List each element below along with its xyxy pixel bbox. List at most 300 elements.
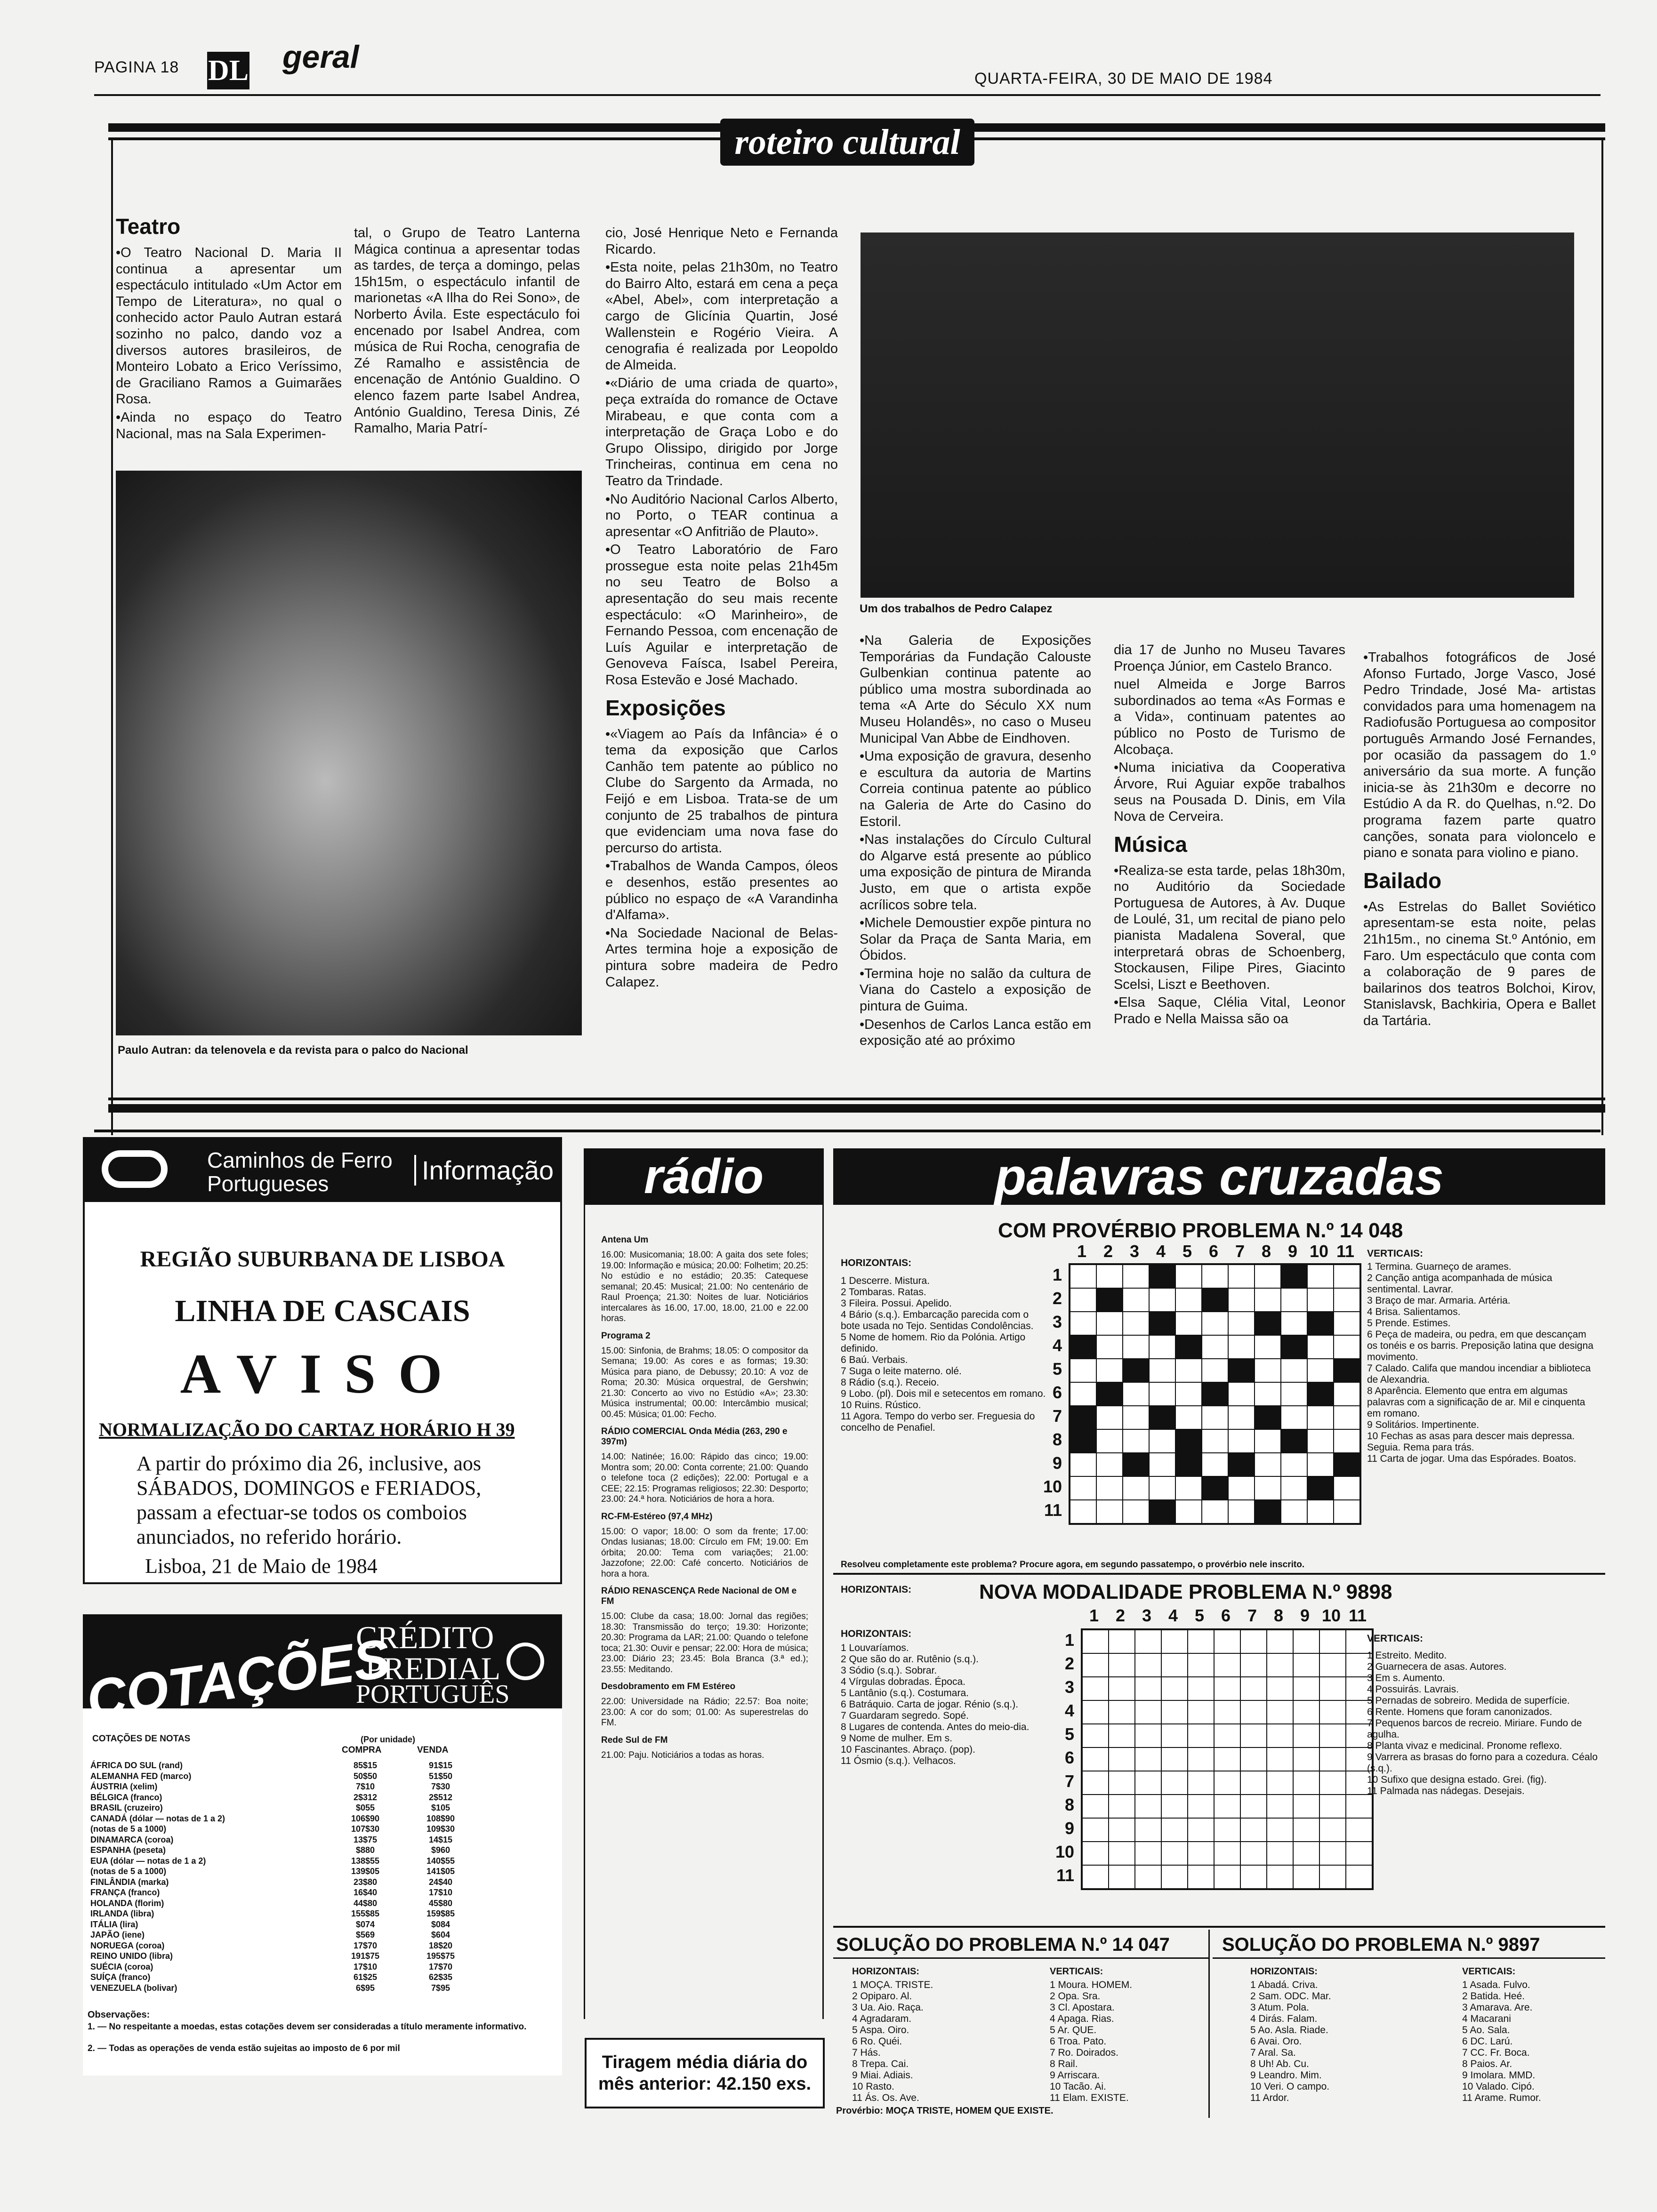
radio-station: RÁDIO RENASCENÇA Rede Nacional de OM e FM bbox=[601, 1586, 797, 1606]
crossword-cell[interactable] bbox=[1319, 1818, 1346, 1842]
crossword-cell[interactable] bbox=[1319, 1842, 1346, 1865]
crossword-cell[interactable] bbox=[1334, 1335, 1360, 1359]
crossword-cell[interactable] bbox=[1149, 1429, 1175, 1453]
crossword-cell[interactable] bbox=[1188, 1724, 1214, 1747]
crossword-cell[interactable] bbox=[1149, 1265, 1175, 1288]
crossword-cell[interactable] bbox=[1202, 1359, 1228, 1382]
crossword-cell[interactable] bbox=[1346, 1865, 1372, 1889]
crossword-cell[interactable] bbox=[1188, 1842, 1214, 1865]
crossword-cell[interactable] bbox=[1346, 1842, 1372, 1865]
crossword-cell[interactable] bbox=[1096, 1335, 1123, 1359]
solution-item: 8 Trepa. Cai. bbox=[852, 2059, 909, 2069]
crossword-cell[interactable] bbox=[1109, 1677, 1135, 1700]
crossword-cell[interactable] bbox=[1135, 1630, 1161, 1653]
crossword-cell[interactable] bbox=[1334, 1382, 1360, 1406]
p1-divider bbox=[833, 1573, 1605, 1575]
compra-value: $074 bbox=[355, 1919, 375, 1929]
bank-line3: PORTUGUÊS bbox=[356, 1680, 510, 1709]
crossword-cell[interactable] bbox=[1070, 1288, 1096, 1312]
cotacoes-col-venda: VENDA bbox=[417, 1745, 449, 1755]
crossword-cell[interactable] bbox=[1202, 1288, 1228, 1312]
crossword-cell[interactable] bbox=[1082, 1818, 1109, 1842]
crossword-cell[interactable] bbox=[1267, 1771, 1293, 1795]
crossword-cell[interactable] bbox=[1255, 1312, 1281, 1335]
clue-item: 8 Rádio (s.q.). Receio. bbox=[841, 1377, 939, 1388]
crossword-cell[interactable] bbox=[1334, 1288, 1360, 1312]
cotacoes-table bbox=[88, 1760, 478, 1993]
crossword-cell[interactable] bbox=[1240, 1747, 1267, 1771]
crossword-cell[interactable] bbox=[1228, 1429, 1255, 1453]
p2-horizontais bbox=[841, 1643, 1048, 1767]
crossword-cell[interactable] bbox=[1161, 1771, 1188, 1795]
crossword-cell[interactable] bbox=[1188, 1818, 1214, 1842]
crossword-cell[interactable] bbox=[1149, 1476, 1175, 1500]
currency-name: BÉLGICA (franco) bbox=[90, 1792, 162, 1802]
crossword-cell[interactable] bbox=[1123, 1288, 1149, 1312]
crossword-cell[interactable] bbox=[1202, 1382, 1228, 1406]
crossword-cell[interactable] bbox=[1096, 1500, 1123, 1523]
crossword-cell[interactable] bbox=[1240, 1724, 1267, 1747]
crossword-cell[interactable] bbox=[1202, 1429, 1228, 1453]
crossword-cell[interactable] bbox=[1255, 1453, 1281, 1476]
crossword-cell[interactable] bbox=[1070, 1500, 1096, 1523]
crossword-cell[interactable] bbox=[1281, 1382, 1307, 1406]
crossword-cell[interactable] bbox=[1082, 1795, 1109, 1818]
crossword-cell[interactable] bbox=[1175, 1429, 1202, 1453]
crossword-cell[interactable] bbox=[1281, 1406, 1307, 1429]
crossword-cell[interactable] bbox=[1293, 1724, 1319, 1747]
crossword-cell[interactable] bbox=[1214, 1795, 1240, 1818]
crossword-cell[interactable] bbox=[1109, 1771, 1135, 1795]
solution-item: 8 Uh! Ab. Cu. bbox=[1250, 2059, 1309, 2069]
crossword-cell[interactable] bbox=[1123, 1312, 1149, 1335]
crossword-cell[interactable] bbox=[1123, 1265, 1149, 1288]
crossword-cell[interactable] bbox=[1214, 1747, 1240, 1771]
crossword-cell[interactable] bbox=[1228, 1453, 1255, 1476]
crossword-cell[interactable] bbox=[1188, 1747, 1214, 1771]
crossword-cell[interactable] bbox=[1319, 1630, 1346, 1653]
crossword-cell[interactable] bbox=[1070, 1359, 1096, 1382]
crossword-cell[interactable] bbox=[1188, 1795, 1214, 1818]
crossword-cell[interactable] bbox=[1267, 1653, 1293, 1677]
crossword-cell[interactable] bbox=[1267, 1865, 1293, 1889]
crossword-cell[interactable] bbox=[1109, 1724, 1135, 1747]
crossword-cell[interactable] bbox=[1096, 1312, 1123, 1335]
crossword-cell[interactable] bbox=[1255, 1288, 1281, 1312]
cotacoes-row bbox=[88, 1962, 478, 1972]
crossword-cell[interactable] bbox=[1149, 1288, 1175, 1312]
crossword-cell[interactable] bbox=[1307, 1382, 1334, 1406]
crossword-cell[interactable] bbox=[1267, 1795, 1293, 1818]
crossword-cell[interactable] bbox=[1319, 1677, 1346, 1700]
crossword-cell[interactable] bbox=[1319, 1700, 1346, 1724]
crossword-cell[interactable] bbox=[1255, 1359, 1281, 1382]
crossword-cell[interactable] bbox=[1267, 1747, 1293, 1771]
col-num: 7 bbox=[1247, 1606, 1257, 1625]
sol1-title: SOLUÇÃO DO PROBLEMA N.º 14 047 bbox=[833, 1930, 1208, 1959]
crossword-cell[interactable] bbox=[1228, 1406, 1255, 1429]
crossword-cell[interactable] bbox=[1149, 1453, 1175, 1476]
crossword-cell[interactable] bbox=[1161, 1865, 1188, 1889]
crossword-cell[interactable] bbox=[1293, 1747, 1319, 1771]
col-num: 11 bbox=[1348, 1606, 1367, 1625]
currency-name: JAPÃO (iene) bbox=[90, 1930, 145, 1940]
crossword-cell[interactable] bbox=[1307, 1406, 1334, 1429]
crossword-cell[interactable] bbox=[1070, 1453, 1096, 1476]
crossword-cell[interactable] bbox=[1214, 1842, 1240, 1865]
crossword-cell[interactable] bbox=[1135, 1771, 1161, 1795]
crossword-cell[interactable] bbox=[1214, 1724, 1240, 1747]
crossword-cell[interactable] bbox=[1319, 1865, 1346, 1889]
cotacoes-row bbox=[88, 1930, 478, 1940]
crossword-cell[interactable] bbox=[1123, 1382, 1149, 1406]
crossword-cell[interactable] bbox=[1109, 1865, 1135, 1889]
crossword-cell[interactable] bbox=[1161, 1677, 1188, 1700]
crossword-cell[interactable] bbox=[1334, 1453, 1360, 1476]
crossword-cell[interactable] bbox=[1240, 1818, 1267, 1842]
crossword-cell[interactable] bbox=[1123, 1406, 1149, 1429]
crossword-cell[interactable] bbox=[1281, 1335, 1307, 1359]
row-number: 2 bbox=[1052, 1289, 1062, 1308]
crossword-cell[interactable] bbox=[1281, 1453, 1307, 1476]
crossword-cell[interactable] bbox=[1293, 1818, 1319, 1842]
crossword-cell[interactable] bbox=[1123, 1359, 1149, 1382]
crossword-cell[interactable] bbox=[1188, 1771, 1214, 1795]
crossword-cell[interactable] bbox=[1293, 1771, 1319, 1795]
p2-grid[interactable] bbox=[1081, 1628, 1374, 1890]
solution-item: 10 Tacão. Ai. bbox=[1050, 2081, 1106, 2092]
crossword-cell[interactable] bbox=[1214, 1700, 1240, 1724]
crossword-cell[interactable] bbox=[1307, 1288, 1334, 1312]
crossword-cell[interactable] bbox=[1255, 1429, 1281, 1453]
crossword-cell[interactable] bbox=[1188, 1630, 1214, 1653]
clue-item: 11 Carta de jogar. Uma das Espórades. Boatos. bbox=[1367, 1453, 1577, 1464]
crossword-cell[interactable] bbox=[1228, 1476, 1255, 1500]
cotacoes-row bbox=[88, 1760, 478, 1771]
crossword-cell[interactable] bbox=[1293, 1865, 1319, 1889]
crossword-cell[interactable] bbox=[1135, 1677, 1161, 1700]
crossword-cell[interactable] bbox=[1188, 1865, 1214, 1889]
crossword-cell[interactable] bbox=[1214, 1818, 1240, 1842]
crossword-cell[interactable] bbox=[1149, 1335, 1175, 1359]
crossword-cell[interactable] bbox=[1175, 1335, 1202, 1359]
crossword-cell[interactable] bbox=[1307, 1476, 1334, 1500]
crossword-cell[interactable] bbox=[1109, 1747, 1135, 1771]
clue-item: 9 Nome de mulher. Em s. bbox=[841, 1733, 952, 1744]
crossword-cell[interactable] bbox=[1161, 1747, 1188, 1771]
crossword-cell[interactable] bbox=[1202, 1453, 1228, 1476]
crossword-cell[interactable] bbox=[1123, 1429, 1149, 1453]
crossword-cell[interactable] bbox=[1255, 1265, 1281, 1288]
crossword-cell[interactable] bbox=[1082, 1724, 1109, 1747]
crossword-cell[interactable] bbox=[1123, 1453, 1149, 1476]
crossword-cell[interactable] bbox=[1293, 1842, 1319, 1865]
crossword-cell[interactable] bbox=[1334, 1500, 1360, 1523]
crossword-cell[interactable] bbox=[1293, 1795, 1319, 1818]
crossword-cell[interactable] bbox=[1135, 1795, 1161, 1818]
crossword-cell[interactable] bbox=[1334, 1406, 1360, 1429]
crossword-cell[interactable] bbox=[1267, 1818, 1293, 1842]
crossword-cell[interactable] bbox=[1293, 1677, 1319, 1700]
crossword-cell[interactable] bbox=[1082, 1630, 1109, 1653]
cotacoes-row bbox=[88, 1866, 478, 1877]
crossword-cell[interactable] bbox=[1307, 1359, 1334, 1382]
clue-item: 1 Descerre. Mistura. bbox=[841, 1275, 930, 1286]
crossword-cell[interactable] bbox=[1346, 1818, 1372, 1842]
p1-col-numbers bbox=[1069, 1242, 1359, 1261]
crossword-cell[interactable] bbox=[1161, 1795, 1188, 1818]
crossword-cell[interactable] bbox=[1123, 1335, 1149, 1359]
crossword-cell[interactable] bbox=[1096, 1476, 1123, 1500]
solution-item: 2 Opa. Sra. bbox=[1050, 1991, 1101, 2002]
crossword-cell[interactable] bbox=[1281, 1265, 1307, 1288]
crossword-cell[interactable] bbox=[1293, 1630, 1319, 1653]
crossword-cell[interactable] bbox=[1109, 1700, 1135, 1724]
crossword-cell[interactable] bbox=[1240, 1865, 1267, 1889]
crossword-cell[interactable] bbox=[1082, 1700, 1109, 1724]
crossword-cell[interactable] bbox=[1096, 1453, 1123, 1476]
crossword-cell[interactable] bbox=[1214, 1771, 1240, 1795]
crossword-cell[interactable] bbox=[1109, 1842, 1135, 1865]
teatro-col1 bbox=[116, 207, 342, 444]
crossword-cell[interactable] bbox=[1096, 1265, 1123, 1288]
crossword-cell[interactable] bbox=[1161, 1818, 1188, 1842]
crossword-cell[interactable] bbox=[1161, 1842, 1188, 1865]
cp-date: Lisboa, 21 de Maio de 1984 bbox=[145, 1555, 378, 1578]
crossword-cell[interactable] bbox=[1175, 1382, 1202, 1406]
crossword-cell[interactable] bbox=[1307, 1265, 1334, 1288]
col-num: 9 bbox=[1300, 1606, 1310, 1625]
crossword-cell[interactable] bbox=[1307, 1335, 1334, 1359]
cotacoes-col-compra: COMPRA bbox=[342, 1745, 382, 1755]
crossword-cell[interactable] bbox=[1082, 1677, 1109, 1700]
crossword-cell[interactable] bbox=[1307, 1453, 1334, 1476]
sol1-proverbio: Provérbio: MOÇA TRISTE, HOMEM QUE EXISTE. bbox=[836, 2106, 1054, 2116]
crossword-cell[interactable] bbox=[1307, 1500, 1334, 1523]
solution-item: 1 Asada. Fulvo. bbox=[1462, 1980, 1530, 1990]
crossword-cell[interactable] bbox=[1240, 1842, 1267, 1865]
solution-item: 4 Dirás. Falam. bbox=[1250, 2013, 1318, 2024]
crossword-cell[interactable] bbox=[1149, 1382, 1175, 1406]
crossword-cell[interactable] bbox=[1293, 1653, 1319, 1677]
compra-value: 85$15 bbox=[353, 1761, 378, 1770]
crossword-cell[interactable] bbox=[1334, 1265, 1360, 1288]
crossword-cell[interactable] bbox=[1255, 1335, 1281, 1359]
crossword-cell[interactable] bbox=[1161, 1700, 1188, 1724]
crossword-cell[interactable] bbox=[1240, 1630, 1267, 1653]
row-number: 9 bbox=[1052, 1453, 1062, 1473]
crossword-cell[interactable] bbox=[1161, 1630, 1188, 1653]
crossword-cell[interactable] bbox=[1228, 1359, 1255, 1382]
crossword-cell[interactable] bbox=[1255, 1476, 1281, 1500]
crossword-cell[interactable] bbox=[1149, 1359, 1175, 1382]
teatro-para: •Ainda no espaço do Teatro Nacional, mas na Sala Experimen- bbox=[116, 409, 342, 441]
crossword-cell[interactable] bbox=[1281, 1312, 1307, 1335]
crossword-cell[interactable] bbox=[1175, 1406, 1202, 1429]
tiragem-box bbox=[585, 2038, 825, 2108]
crossword-cell[interactable] bbox=[1334, 1312, 1360, 1335]
crossword-cell[interactable] bbox=[1175, 1359, 1202, 1382]
crossword-cell[interactable] bbox=[1228, 1382, 1255, 1406]
crossword-cell[interactable] bbox=[1070, 1476, 1096, 1500]
compra-value: $880 bbox=[355, 1845, 375, 1855]
crossword-cell[interactable] bbox=[1135, 1865, 1161, 1889]
crossword-cell[interactable] bbox=[1228, 1500, 1255, 1523]
crossword-cell[interactable] bbox=[1175, 1288, 1202, 1312]
crossword-cell[interactable] bbox=[1135, 1818, 1161, 1842]
crossword-cell[interactable] bbox=[1267, 1724, 1293, 1747]
crossword-cell[interactable] bbox=[1109, 1795, 1135, 1818]
compra-value: $569 bbox=[355, 1930, 375, 1940]
crossword-cell[interactable] bbox=[1135, 1700, 1161, 1724]
crossword-cell[interactable] bbox=[1161, 1724, 1188, 1747]
crossword-cell[interactable] bbox=[1096, 1359, 1123, 1382]
crossword-cell[interactable] bbox=[1334, 1359, 1360, 1382]
crossword-cell[interactable] bbox=[1188, 1700, 1214, 1724]
crossword-cell[interactable] bbox=[1175, 1265, 1202, 1288]
crossword-cell[interactable] bbox=[1109, 1653, 1135, 1677]
crossword-cell[interactable] bbox=[1109, 1818, 1135, 1842]
crossword-cell[interactable] bbox=[1096, 1406, 1123, 1429]
crossword-cell[interactable] bbox=[1281, 1288, 1307, 1312]
crossword-cell[interactable] bbox=[1188, 1653, 1214, 1677]
crossword-cell[interactable] bbox=[1240, 1653, 1267, 1677]
crossword-cell[interactable] bbox=[1267, 1630, 1293, 1653]
crossword-cell[interactable] bbox=[1149, 1312, 1175, 1335]
crossword-cell[interactable] bbox=[1281, 1429, 1307, 1453]
crossword-cell[interactable] bbox=[1319, 1747, 1346, 1771]
p2-divider bbox=[833, 1926, 1605, 1928]
venda-value: 91$15 bbox=[428, 1761, 453, 1770]
crossword-cell[interactable] bbox=[1334, 1476, 1360, 1500]
solution-item: 4 Agradaram. bbox=[852, 2013, 912, 2024]
crossword-cell[interactable] bbox=[1214, 1630, 1240, 1653]
crossword-cell[interactable] bbox=[1202, 1406, 1228, 1429]
crossword-cell[interactable] bbox=[1319, 1653, 1346, 1677]
crossword-cell[interactable] bbox=[1267, 1700, 1293, 1724]
crossword-cell[interactable] bbox=[1319, 1724, 1346, 1747]
crossword-cell[interactable] bbox=[1135, 1724, 1161, 1747]
crossword-cell[interactable] bbox=[1346, 1795, 1372, 1818]
crossword-cell[interactable] bbox=[1267, 1677, 1293, 1700]
crossword-cell[interactable] bbox=[1228, 1288, 1255, 1312]
crossword-cell[interactable] bbox=[1240, 1795, 1267, 1818]
crossword-cell[interactable] bbox=[1188, 1677, 1214, 1700]
crossword-cell[interactable] bbox=[1202, 1335, 1228, 1359]
cotacoes-panel bbox=[83, 1614, 562, 2076]
crossword-cell[interactable] bbox=[1070, 1406, 1096, 1429]
crossword-cell[interactable] bbox=[1228, 1265, 1255, 1288]
crossword-cell[interactable] bbox=[1214, 1653, 1240, 1677]
crossword-cell[interactable] bbox=[1082, 1747, 1109, 1771]
crossword-cell[interactable] bbox=[1096, 1382, 1123, 1406]
crossword-cell[interactable] bbox=[1135, 1842, 1161, 1865]
exposicoes-col5 bbox=[1114, 642, 1345, 1029]
solution-item: 2 Batida. Heé. bbox=[1462, 1991, 1525, 2002]
crossword-cell[interactable] bbox=[1082, 1771, 1109, 1795]
currency-name: ITÁLIA (lira) bbox=[90, 1919, 138, 1929]
crossword-cell[interactable] bbox=[1175, 1476, 1202, 1500]
crossword-cell[interactable] bbox=[1109, 1630, 1135, 1653]
crossword-cell[interactable] bbox=[1255, 1500, 1281, 1523]
crossword-cell[interactable] bbox=[1175, 1453, 1202, 1476]
clue-item: 6 Peça de madeira, ou pedra, em que descançam os tonéis e os barris. Preposição latina que designa movimento. bbox=[1367, 1329, 1593, 1362]
crossword-cell[interactable] bbox=[1293, 1700, 1319, 1724]
section-label: geral bbox=[282, 39, 359, 75]
crossword-cell[interactable] bbox=[1135, 1747, 1161, 1771]
sol1-verticais bbox=[1050, 1980, 1200, 2104]
crossword-cell[interactable] bbox=[1214, 1865, 1240, 1889]
crossword-cell[interactable] bbox=[1334, 1429, 1360, 1453]
solution-item: 5 Aspa. Oiro. bbox=[852, 2025, 909, 2036]
crossword-cell[interactable] bbox=[1228, 1335, 1255, 1359]
p1-grid[interactable] bbox=[1069, 1263, 1361, 1525]
crossword-cell[interactable] bbox=[1202, 1265, 1228, 1288]
crossword-cell[interactable] bbox=[1267, 1842, 1293, 1865]
crossword-cell[interactable] bbox=[1307, 1312, 1334, 1335]
crossword-cell[interactable] bbox=[1281, 1359, 1307, 1382]
crossword-cell[interactable] bbox=[1070, 1382, 1096, 1406]
crossword-cell[interactable] bbox=[1082, 1865, 1109, 1889]
crossword-cell[interactable] bbox=[1070, 1265, 1096, 1288]
crossword-cell[interactable] bbox=[1070, 1429, 1096, 1453]
cp-aviso: AVISO bbox=[180, 1342, 465, 1405]
crossword-cell[interactable] bbox=[1123, 1476, 1149, 1500]
crossword-cell[interactable] bbox=[1082, 1842, 1109, 1865]
teatro-para: •O Teatro Laboratório de Faro prossegue esta noite pelas 21h45m no seu Teatro de Bolso a apresentação do seu mais recente espectáculo: «O Marinheiro», de Fernando Pessoa, com encenação de Luís Aguilar e interpretação de Genoveva Faísca, Isabel Pereira, Rosa Estevão e José Machado. bbox=[605, 542, 838, 688]
crossword-cell[interactable] bbox=[1240, 1700, 1267, 1724]
crossword-cell[interactable] bbox=[1161, 1653, 1188, 1677]
crossword-cell[interactable] bbox=[1149, 1406, 1175, 1429]
crossword-cell[interactable] bbox=[1123, 1500, 1149, 1523]
crossword-cell[interactable] bbox=[1175, 1500, 1202, 1523]
crossword-cell[interactable] bbox=[1307, 1429, 1334, 1453]
teatro-col2 bbox=[354, 225, 580, 439]
sol2-verticais bbox=[1462, 1980, 1603, 2104]
crossword-cell[interactable] bbox=[1070, 1335, 1096, 1359]
crossword-cell[interactable] bbox=[1149, 1500, 1175, 1523]
crossword-cell[interactable] bbox=[1255, 1406, 1281, 1429]
crossword-cell[interactable] bbox=[1096, 1429, 1123, 1453]
bailado-heading: Bailado bbox=[1363, 868, 1442, 893]
crossword-cell[interactable] bbox=[1070, 1312, 1096, 1335]
crossword-cell[interactable] bbox=[1319, 1771, 1346, 1795]
solution-item: 5 Ar. QUE. bbox=[1050, 2025, 1097, 2036]
crossword-cell[interactable] bbox=[1202, 1312, 1228, 1335]
crossword-cell[interactable] bbox=[1214, 1677, 1240, 1700]
crossword-cell[interactable] bbox=[1096, 1288, 1123, 1312]
crossword-cell[interactable] bbox=[1281, 1500, 1307, 1523]
p2-verticais-label: VERTICAIS: bbox=[1367, 1633, 1424, 1644]
crossword-cell[interactable] bbox=[1240, 1677, 1267, 1700]
crossword-cell[interactable] bbox=[1175, 1312, 1202, 1335]
crossword-cell[interactable] bbox=[1319, 1795, 1346, 1818]
venda-value: 17$10 bbox=[428, 1888, 453, 1897]
clue-item: 7 Suga o leite materno. olé. bbox=[841, 1366, 962, 1377]
crossword-cell[interactable] bbox=[1202, 1476, 1228, 1500]
crossword-cell[interactable] bbox=[1281, 1476, 1307, 1500]
clue-item: 5 Nome de homem. Rio da Polónia. Artigo definido. bbox=[841, 1332, 1026, 1354]
row-number: 8 bbox=[1064, 1795, 1074, 1814]
cotacoes-row bbox=[88, 1972, 478, 1983]
crossword-cell[interactable] bbox=[1082, 1653, 1109, 1677]
crossword-cell[interactable] bbox=[1202, 1500, 1228, 1523]
crossword-cell[interactable] bbox=[1240, 1771, 1267, 1795]
crossword-cell[interactable] bbox=[1135, 1653, 1161, 1677]
crossword-cell[interactable] bbox=[1228, 1312, 1255, 1335]
crossword-cell[interactable] bbox=[1255, 1382, 1281, 1406]
page-number: PAGINA 18 bbox=[94, 58, 179, 76]
